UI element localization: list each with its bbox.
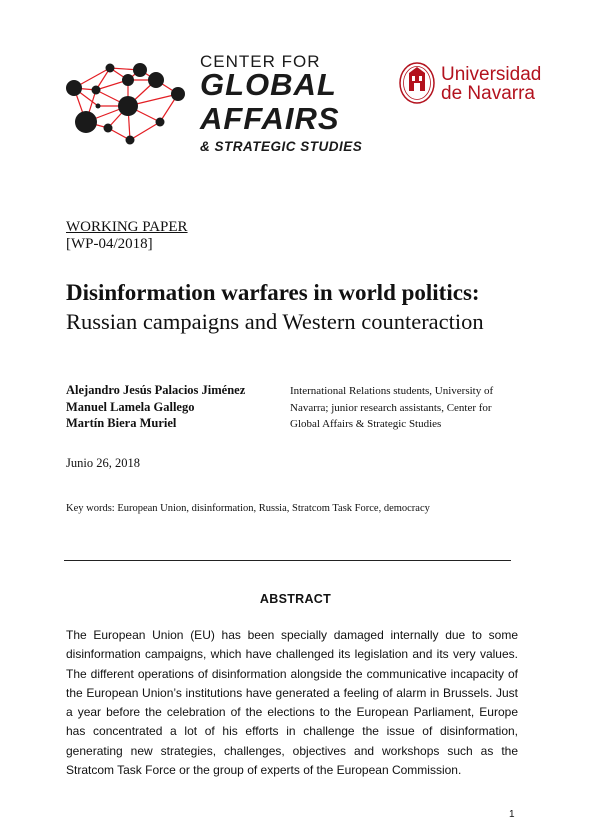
abstract-body: The European Union (EU) has been specially damaged internally due to some disinformation campaigns, which have challenged its legislation and its very values. The different operations of disinformation alongside the communicative incapacity of the European Union’s institutions have generated a feeling of alarm in Brussels. Just a year before the celebration of the elections to the European Parliament, Europe has concentrated a lot of his efforts in challenge the issue of disinformation, generating new strategies, challenges, objectives and workshops such as the Stratcom Task Force or the group of experts of the European Commission. [66, 628, 518, 778]
keywords: Key words: European Union, disinformation, Russia, Stratcom Task Force, democracy [66, 503, 430, 514]
affiliation-line: Global Affairs & Strategic Studies [290, 418, 442, 430]
logo-line-affairs: AFFAIRS [200, 101, 340, 136]
working-paper-label: WORKING PAPER [66, 219, 188, 235]
section-divider [64, 560, 511, 561]
network-logo-icon [60, 60, 195, 155]
author-name: Martín Biera Muriel [66, 416, 177, 430]
paper-subtitle: Russian campaigns and Western counteraction [66, 309, 484, 334]
logo-line-global: GLOBAL [200, 67, 337, 102]
university-name-line2: de Navarra [441, 83, 535, 104]
logo-line-center-for: CENTER FOR [200, 52, 321, 71]
working-paper-code: [WP-04/2018] [66, 236, 153, 252]
author-name: Alejandro Jesús Palacios Jiménez [66, 383, 246, 397]
affiliation-line: International Relations students, University of [290, 385, 494, 397]
affiliation-line: Navarra; junior research assistants, Center for [290, 402, 492, 414]
logo-line-strategic-studies: & STRATEGIC STUDIES [200, 139, 363, 154]
university-seal-icon [398, 61, 436, 105]
page-number: 1 [509, 809, 515, 820]
university-name-line1: Universidad [441, 64, 542, 85]
author-name: Manuel Lamela Gallego [66, 400, 195, 414]
abstract-heading: ABSTRACT [259, 592, 332, 606]
publication-date: Junio 26, 2018 [66, 456, 140, 470]
paper-title: Disinformation warfares in world politics: [66, 280, 480, 305]
